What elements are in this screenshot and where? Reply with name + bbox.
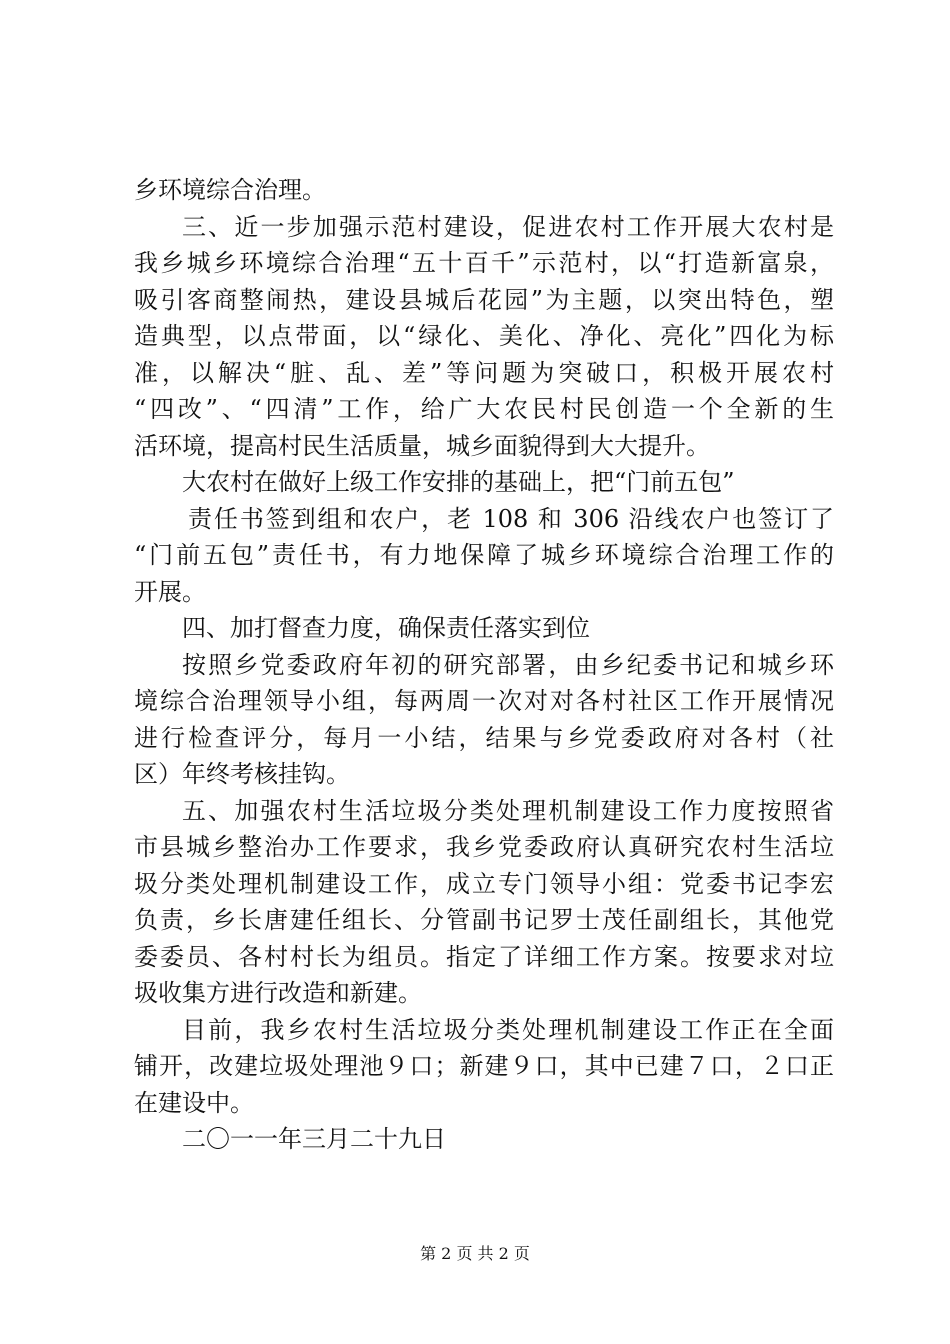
document-body — [134, 172, 834, 1158]
text-line: 区）年终考核挂钩。 — [134, 760, 350, 788]
text-line: 铺开，改建垃圾处理池９口；新建９口，其中已建７口，２口正 — [134, 1052, 834, 1080]
text-line: 按照乡党委政府年初的研究部署，由乡纪委书记和城乡环 — [182, 650, 834, 679]
text-line: “门前五包”责任书，有力地保障了城乡环境综合治理工作的 — [134, 541, 834, 569]
section-heading-3: 三、近一步加强示范村建设，促进农村工作开展大农村是 — [182, 212, 834, 241]
text-line: 大农村在做好上级工作安排的基础上，把“门前五包” — [182, 468, 735, 496]
text-line: 造典型，以点带面，以“绿化、美化、净化、亮化”四化为标 — [134, 322, 834, 350]
text-line: 吸引客商整闹热，建设县城后花园”为主题，以突出特色，塑 — [134, 285, 834, 314]
text-line: 在建设中。 — [134, 1088, 254, 1117]
text-line: 乡环境综合治理。 — [134, 176, 326, 204]
page-number-footer: 第 2 页 共 2 页 — [420, 1244, 530, 1263]
text-line: 境综合治理领导小组，每两周一次对对各村社区工作开展情况 — [134, 687, 834, 715]
text-line: 我乡城乡环境综合治理“五十百千”示范村，以“打造新富泉， — [134, 249, 834, 277]
text-line: 市县城乡整治办工作要求，我乡党委政府认真研究农村生活垃 — [134, 833, 834, 861]
text-line: 负责，乡长唐建任组长、分管副书记罗士茂任副组长，其他党 — [134, 906, 834, 934]
text-line: 责任书签到组和农户，老 108 和 306 沿线农户也签订了 — [188, 504, 834, 533]
text-line: 圾分类处理机制建设工作，成立专门领导小组：党委书记李宏 — [134, 869, 834, 898]
text-line: 进行检查评分，每月一小结，结果与乡党委政府对各村（社 — [134, 723, 834, 752]
section-heading-4: 四、加打督查力度，确保责任落实到位 — [182, 614, 590, 642]
text-line: 开展。 — [134, 577, 206, 606]
text-line: 委委员、各村村长为组员。指定了详细工作方案。按要求对垃 — [134, 942, 834, 971]
document-date: 二〇一一年三月二十九日 — [182, 1125, 446, 1153]
text-line: 准，以解决“脏、乱、差”等问题为突破口，积极开展农村 — [134, 358, 834, 387]
text-line: “四改”、“四清”工作，给广大农民村民创造一个全新的生 — [134, 395, 834, 423]
text-line: 目前，我乡农村生活垃圾分类处理机制建设工作正在全面 — [182, 1015, 834, 1044]
section-heading-5: 五、加强农村生活垃圾分类处理机制建设工作力度按照省 — [182, 796, 834, 825]
text-line: 活环境，提高村民生活质量，城乡面貌得到大大提升。 — [134, 431, 710, 460]
text-line: 圾收集方进行改造和新建。 — [134, 979, 422, 1007]
